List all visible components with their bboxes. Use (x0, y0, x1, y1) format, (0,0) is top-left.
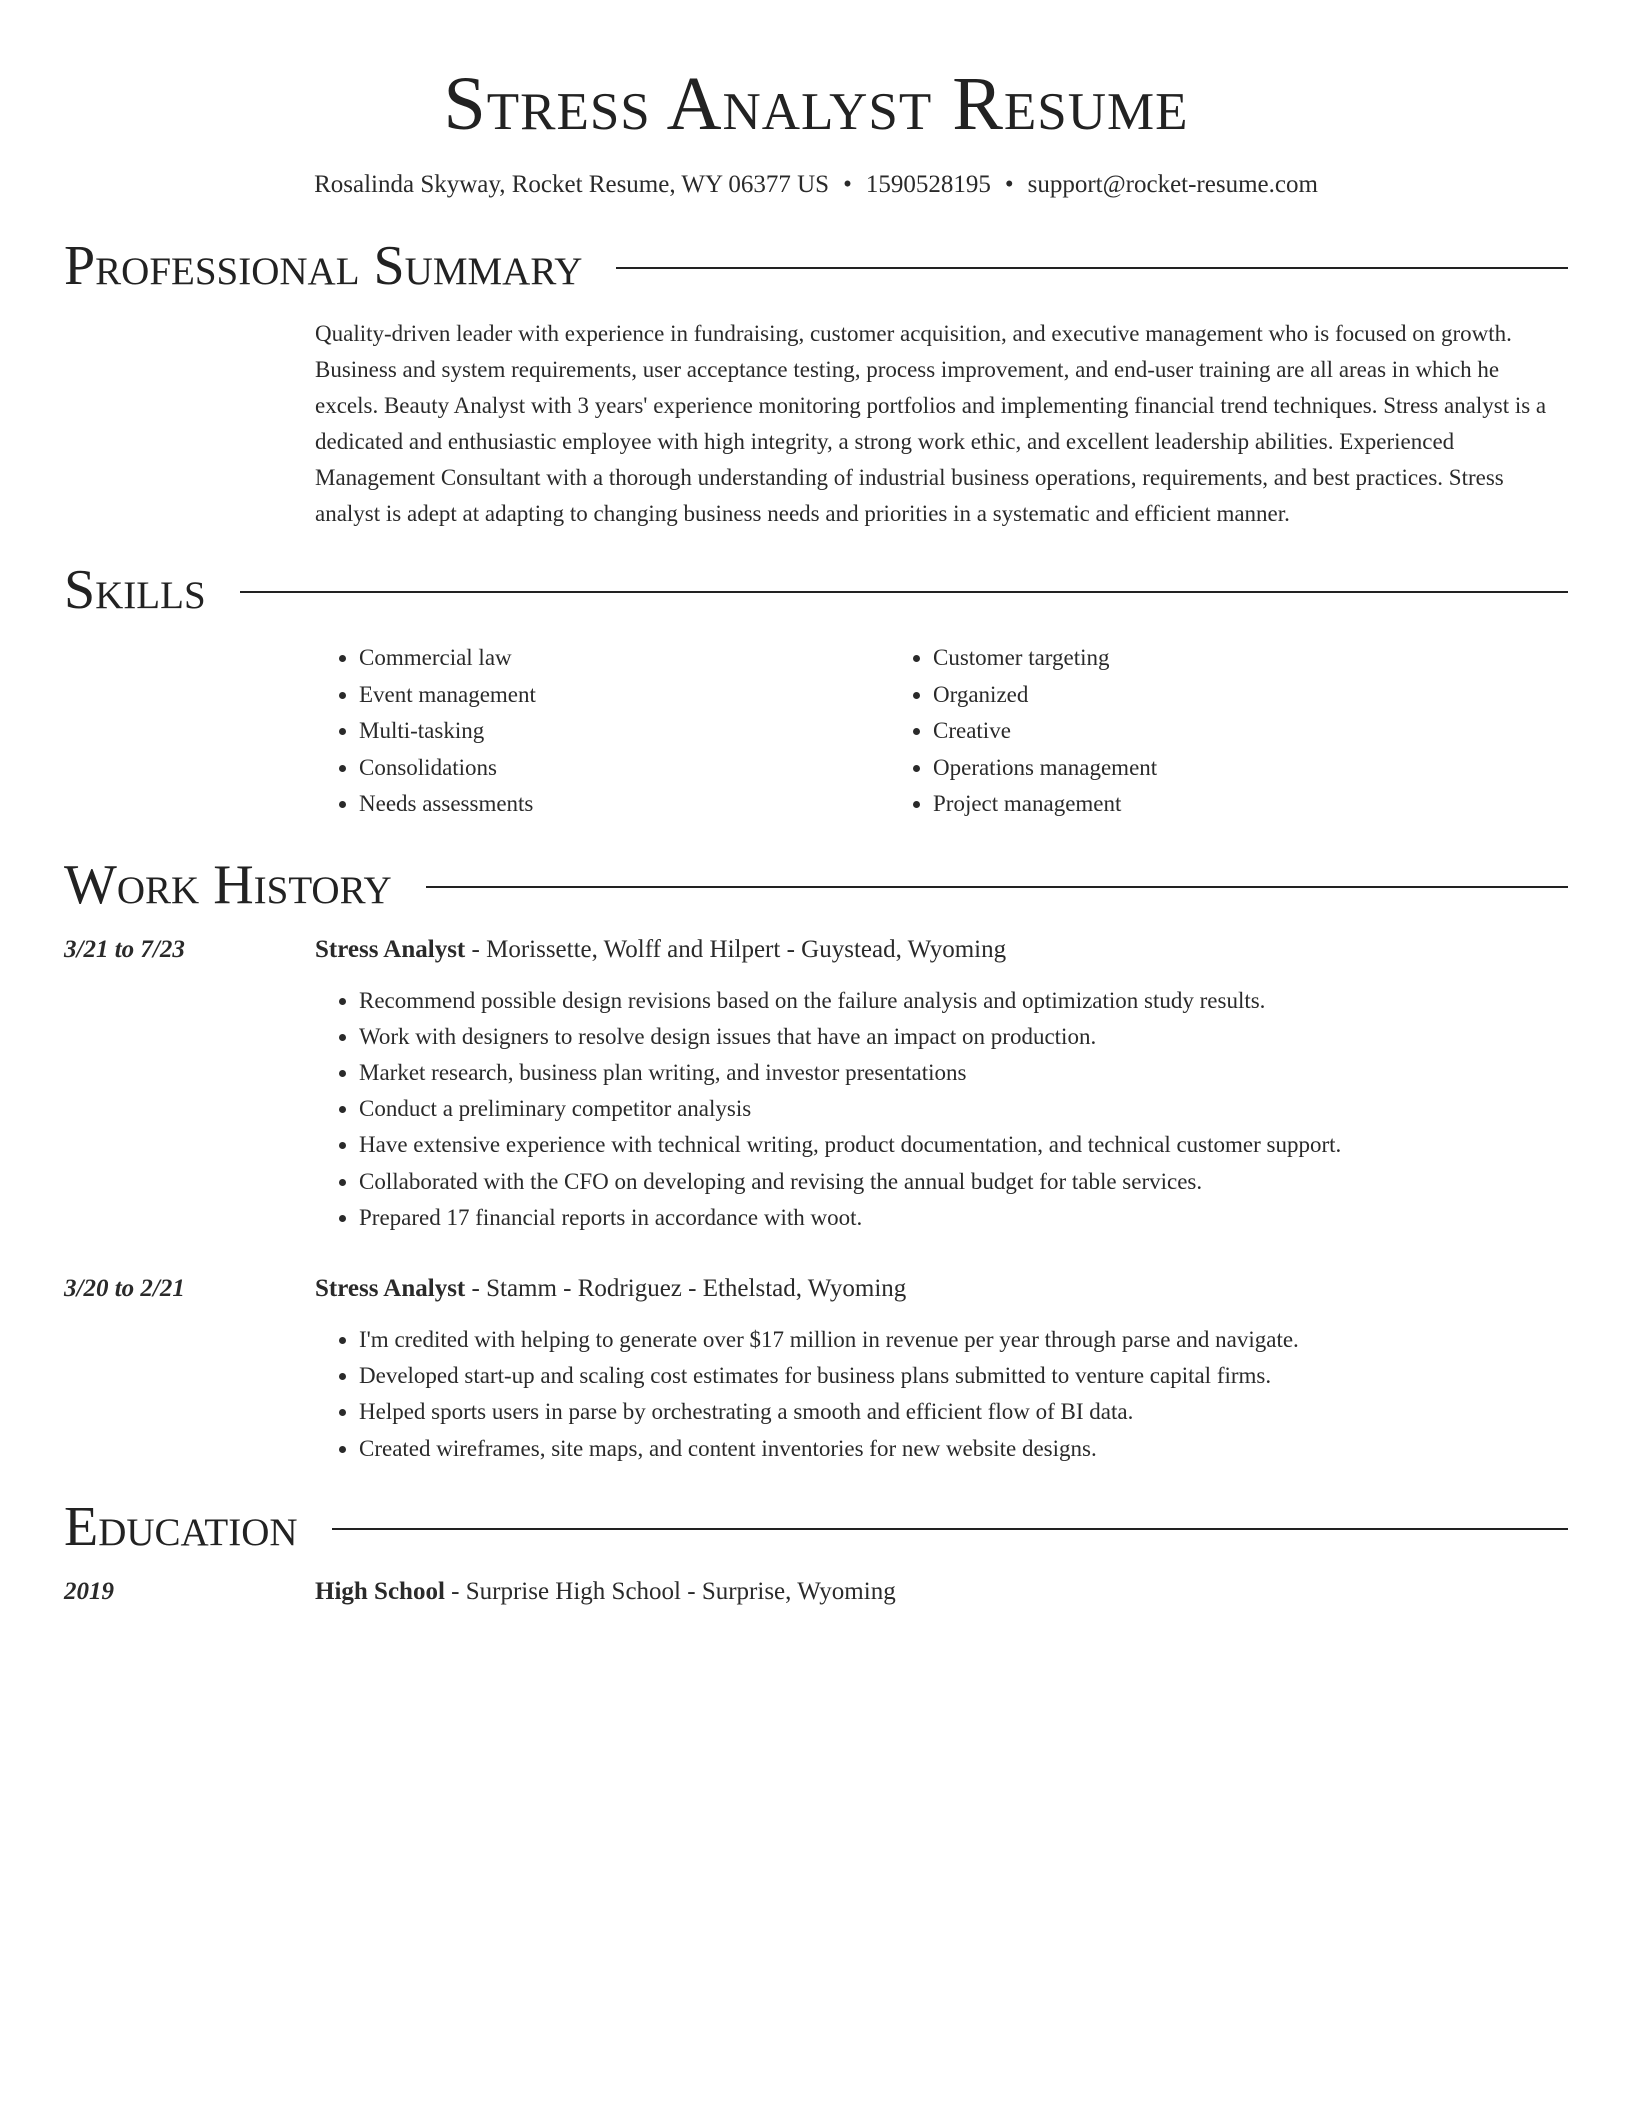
contact-address: Rosalinda Skyway, Rocket Resume, WY 06377 US (314, 171, 830, 198)
section-divider (332, 1528, 1568, 1530)
job-role (315, 1272, 1299, 1306)
job-body (315, 933, 1341, 1236)
summary-heading: Professional Summary (64, 235, 583, 297)
skills-column-right (889, 640, 1157, 823)
job-body (315, 1272, 1299, 1467)
skill-item: • Consolidations (359, 750, 889, 787)
resume-title: Stress Analyst Resume (443, 62, 1189, 146)
work-section-header (64, 853, 1568, 917)
job-bullet: • Market research, business plan writing, and investor presentations (359, 1055, 1341, 1091)
skill-item: • Customer targeting (933, 640, 1157, 677)
section-divider (240, 591, 1568, 593)
skill-item: • Operations management (933, 750, 1157, 787)
skills-list (315, 640, 1568, 823)
job-bullet: • Work with designers to resolve design issues that have an impact on production. (359, 1019, 1341, 1055)
job-entry (64, 933, 1568, 1236)
job-title: Stress Analyst (315, 1274, 466, 1302)
job-bullet: • Prepared 17 financial reports in accordance with woot. (359, 1200, 1341, 1236)
job-bullet: • Helped sports users in parse by orchestrating a smooth and efficient flow of BI data. (359, 1394, 1299, 1430)
job-bullet: • Developed start-up and scaling cost estimates for business plans submitted to venture capital firms. (359, 1358, 1299, 1394)
education-entry (64, 1575, 1568, 1609)
job-title: Stress Analyst (315, 935, 466, 963)
contact-email: support@rocket-resume.com (1027, 171, 1318, 198)
contact-phone: 1590528195 (865, 171, 991, 198)
resume-page (64, 0, 1568, 1609)
contact-separator: • (1004, 171, 1014, 198)
section-divider (616, 267, 1568, 269)
job-bullet: • Collaborated with the CFO on developing and revising the annual budget for table services. (359, 1164, 1341, 1200)
education-heading: Education (64, 1495, 298, 1558)
job-entry (64, 1272, 1568, 1467)
contact-line (64, 170, 1568, 200)
contact-separator: • (843, 171, 852, 198)
job-dates: 3/20 to 2/21 (64, 1274, 185, 1302)
job-bullet: • Recommend possible design revisions based on the failure analysis and optimization study results. (359, 983, 1341, 1019)
skills-heading: Skills (64, 559, 206, 621)
skill-item: • Needs assessments (359, 786, 889, 823)
education-section-header (64, 1495, 1568, 1559)
skills-column-left (315, 640, 889, 823)
education-role (315, 1575, 896, 1609)
job-bullet: • I'm credited with helping to generate over $17 million in revenue per year through parse and navigate. (359, 1322, 1299, 1358)
skill-item: • Project management (933, 786, 1157, 823)
job-dates: 3/21 to 7/23 (64, 935, 185, 963)
skill-item: • Multi-tasking (359, 713, 889, 750)
job-bullets (315, 983, 1341, 1236)
skills-section-header (64, 558, 1568, 622)
job-employer: - Stamm - Rodriguez - Ethelstad, Wyoming (465, 1274, 907, 1302)
skill-item: • Commercial law (359, 640, 889, 677)
education-year: 2019 (64, 1577, 114, 1605)
skill-item: • Creative (933, 713, 1157, 750)
skill-item: • Organized (933, 677, 1157, 714)
job-bullet: • Have extensive experience with technical writing, product documentation, and technical customer support. (359, 1127, 1341, 1163)
summary-section-header (64, 234, 1568, 298)
job-bullet: • Created wireframes, site maps, and content inventories for new website designs. (359, 1431, 1299, 1467)
job-bullet: • Conduct a preliminary competitor analysis (359, 1091, 1341, 1127)
section-divider (426, 886, 1568, 888)
education-degree: High School (315, 1577, 445, 1605)
job-employer: - Morissette, Wolff and Hilpert - Guystead, Wyoming (465, 935, 1007, 963)
work-heading: Work History (64, 853, 392, 916)
job-bullets (315, 1322, 1299, 1467)
summary-text: Quality-driven leader with experience in fundraising, customer acquisition, and executive management who is focused on growth. Business and system requirements, user acceptance testing, process improvement, and end-user training are all areas in which he excels. Beauty Analyst with 3 years' experience monitoring portfolios and implementing financial trend techniques. Stress analyst is a dedicated and enthusiastic employee with high integrity, a strong work ethic, and excellent leadership abilities. Experienced Management Consultant with a thorough understanding of industrial business operations, requirements, and best practices. Stress analyst is adept at adapting to changing business needs and priorities in a systematic and efficient manner. (315, 321, 1547, 526)
education-school: - Surprise High School - Surprise, Wyoming (444, 1577, 896, 1605)
skill-item: • Event management (359, 677, 889, 714)
job-role (315, 933, 1341, 967)
